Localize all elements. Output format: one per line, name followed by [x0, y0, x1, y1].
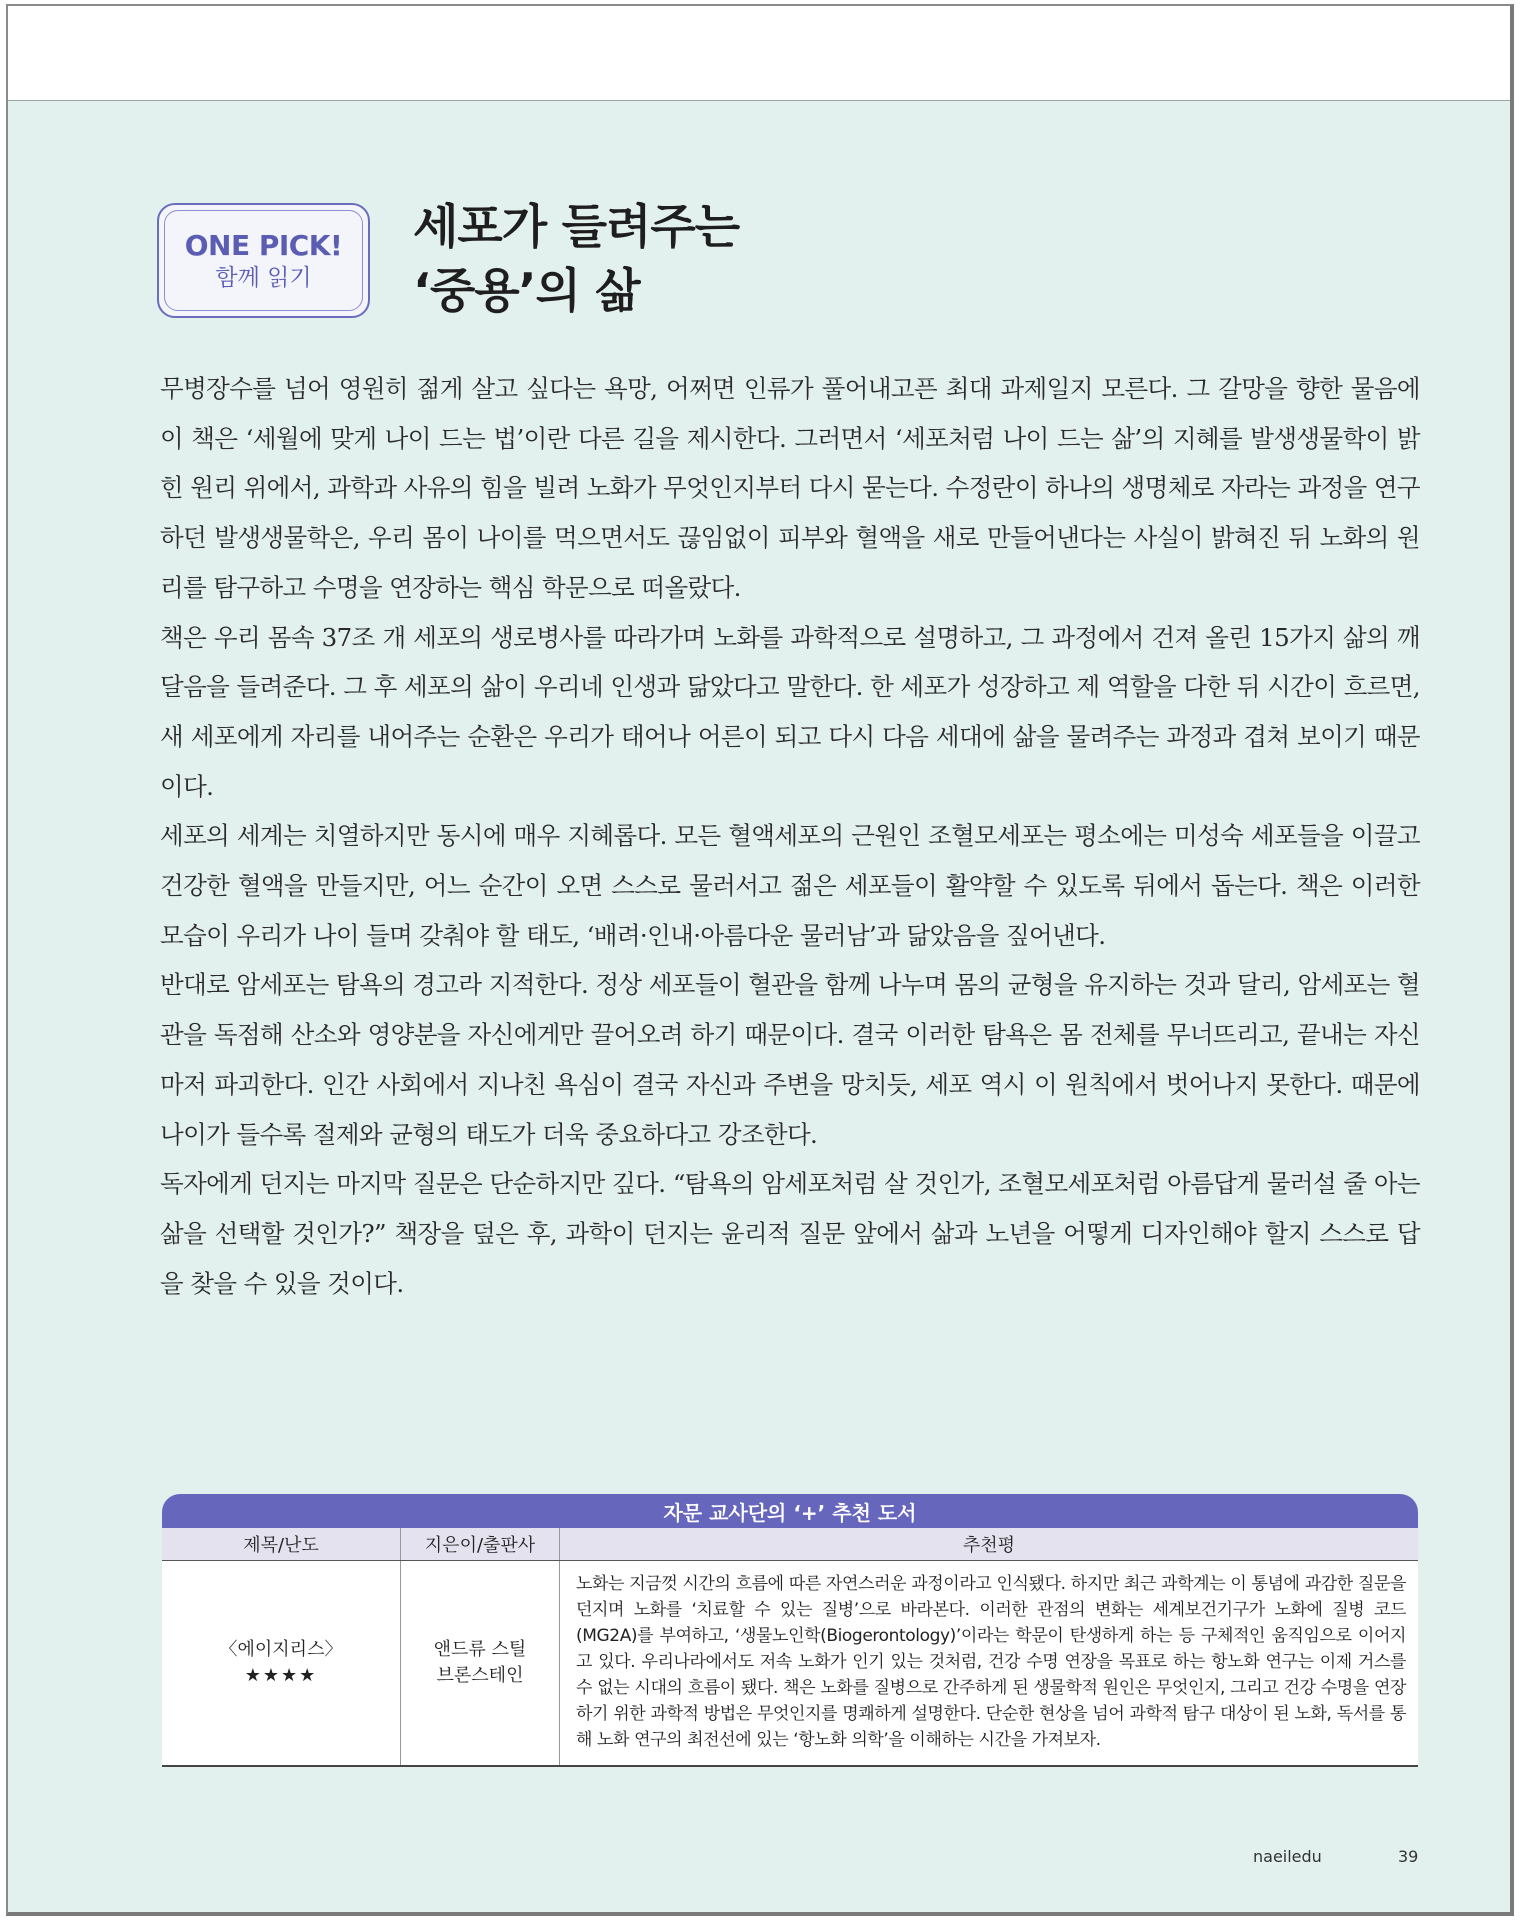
- difficulty-stars: ★★★★: [244, 1665, 318, 1686]
- recommendation-table: [162, 1494, 1418, 1767]
- article-body: [160, 364, 1420, 1308]
- paragraph: 독자에게 던지는 마지막 질문은 단순하지만 깊다. “탐욕의 암세포처럼 살 것인가, 조혈모세포처럼 아름답게 물러설 줄 아는 삶을 선택할 것인가?” 책장을 덮은 후, 과학이 던지는 윤리적 질문 앞에서 삶과 노년을 어떻게 디자인해야 할지 스스로 답을 찾을 수 있을 것이다.: [160, 1169, 1420, 1298]
- badge-inner: [164, 210, 363, 311]
- book-title: 〈에이지리스〉: [219, 1639, 343, 1660]
- page-number: 39: [1398, 1847, 1419, 1866]
- footer-source: naeiledu: [1253, 1847, 1322, 1866]
- article-title: [413, 196, 1113, 324]
- paragraph: 책은 우리 몸속 37조 개 세포의 생로병사를 따라가며 노화를 과학적으로 설명하고, 그 과정에서 건져 올린 15가지 삶의 깨달음을 들려준다. 그 후 세포의 삶이 우리네 인생과 닮았다고 말한다. 한 세포가 성장하고 제 역할을 다한 뒤 시간이 흐르면, 새 세포에게 자리를 내어주는 순환은 우리가 태어나 어른이 되고 다시 다음 세대에 삶을 물려주는 과정과 겹쳐 보이기 때문이다.: [160, 622, 1420, 801]
- table-header-row: [162, 1528, 1418, 1561]
- recommendation-header: 자문 교사단의 ‘+’ 추천 도서: [162, 1494, 1418, 1528]
- article-title-line2: ‘중용’의 삶: [413, 264, 640, 319]
- paragraph: 세포의 세계는 치열하지만 동시에 매우 지혜롭다. 모든 혈액세포의 근원인 조혈모세포는 평소에는 미성숙 세포들을 이끌고 건강한 혈액을 만들지만, 어느 순간이 오면 스스로 물러서고 젊은 세포들이 활약할 수 있도록 뒤에서 돕는다. 책은 이러한 모습이 우리가 나이 들며 갖춰야 할 태도, ‘배려·인내·아름다운 물러남’과 닮았음을 짚어낸다.: [160, 821, 1420, 950]
- badge-subtitle: 함께 읽기: [215, 264, 312, 291]
- paragraph: 무병장수를 넘어 영원히 젊게 살고 싶다는 욕망, 어쩌면 인류가 풀어내고픈 최대 과제일지 모른다. 그 갈망을 향한 물음에 이 책은 ‘세월에 맞게 나이 드는 법’이란 다른 길을 제시한다. 그러면서 ‘세포처럼 나이 드는 삶’의 지혜를 발생생물학이 밝힌 원리 위에서, 과학과 사유의 힘을 빌려 노화가 무엇인지부터 다시 묻는다. 수정란이 하나의 생명체로 자라는 과정을 연구하던 발생생물학은, 우리 몸이 나이를 먹으면서도 끊임없이 피부와 혈액을 새로 만들어낸다는 사실이 밝혀진 뒤 노화의 원리를 탐구하고 수명을 연장하는 핵심 학문으로 떠올랐다.: [160, 374, 1420, 602]
- article-title-line1: 세포가 들려주는: [413, 200, 740, 255]
- badge-title: ONE PICK!: [184, 228, 343, 262]
- book-title-cell: [162, 1561, 401, 1767]
- column-header-review: 추천평: [560, 1528, 1419, 1561]
- book-author-cell: [401, 1561, 560, 1767]
- paragraph: 반대로 암세포는 탐욕의 경고라 지적한다. 정상 세포들이 혈관을 함께 나누며 몸의 균형을 유지하는 것과 달리, 암세포는 혈관을 독점해 산소와 영양분을 자신에게만 끌어오려 하기 때문이다. 결국 이러한 탐욕은 몸 전체를 무너뜨리고, 끝내는 자신마저 파괴한다. 인간 사회에서 지나친 욕심이 결국 자신과 주변을 망치듯, 세포 역시 이 원칙에서 벗어나지 못한다. 때문에 나이가 들수록 절제와 균형의 태도가 더욱 중요하다고 강조한다.: [160, 970, 1420, 1149]
- page-top-band: [8, 6, 1510, 101]
- column-header-title: 제목/난도: [162, 1528, 401, 1561]
- author-line1: 앤드류 스틸: [433, 1639, 527, 1660]
- table-row: [162, 1561, 1418, 1767]
- recommendation-grid: [162, 1528, 1418, 1767]
- one-pick-badge: [157, 203, 370, 318]
- column-header-author: 지은이/출판사: [401, 1528, 560, 1561]
- book-review: 노화는 지금껏 시간의 흐름에 따른 자연스러운 과정이라고 인식됐다. 하지만 최근 과학계는 이 통념에 과감한 질문을 던지며 노화를 ‘치료할 수 있는 질병’으로 바라본다. 이러한 관점의 변화는 세계보건기구가 노화에 질병 코드(MG2A)를 부여하고, ‘생물노인학(Biogerontology)’이라는 학문이 탄생하게 하는 등 구체적인 움직임으로 이어지고 있다. 우리나라에서도 저속 노화가 인기 있는 것처럼, 건강 수명 연장을 목표로 하는 항노화 연구는 이제 거스를 수 없는 시대의 흐름이 됐다. 책은 노화를 질병으로 간주하게 된 생물학적 원인은 무엇인지, 그리고 건강 수명을 연장하기 위한 과학적 방법은 무엇인지를 명쾌하게 설명한다. 단순한 현상을 넘어 과학적 탐구 대상이 된 노화, 독서를 통해 노화 연구의 최전선에 있는 ‘항노화 의학’을 이해하는 시간을 가져보자.: [560, 1561, 1419, 1767]
- author-line2: 브론스테인: [436, 1665, 524, 1686]
